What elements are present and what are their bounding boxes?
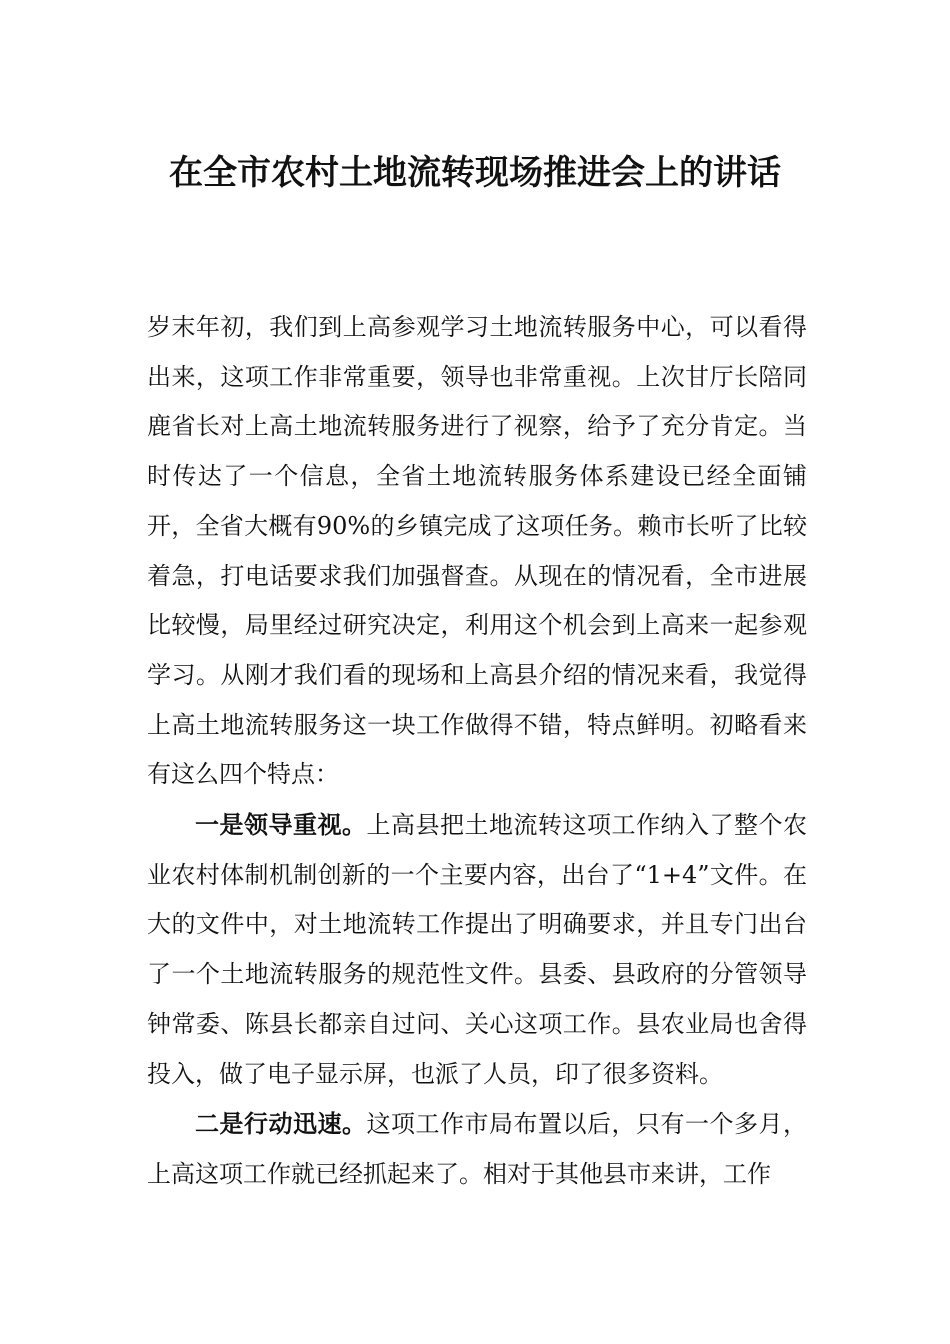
paragraph-intro-text: 岁末年初，我们到上高参观学习土地流转服务中心，可以看得出来，这项工作非常重要，领导也非常重视。上次甘厅长陪同鹿省长对上高土地流转服务进行了视察，给予了充分肯定。当时传达了一个信息，全省土地流转服务体系建设已经全面铺开，全省大概有90%的乡镇完成了这项任务。赖市长听了比较着急，打电话要求我们加强督查。从现在的情况看，全市进展比较慢，局里经过研究决定，利用这个机会到上高来一起参观学习。从刚才我们看的现场和上高县介绍的情况来看，我觉得上高土地流转服务这一块工作做得不错，特点鲜明。初略看来有这么四个特点： bbox=[147, 313, 807, 789]
paragraph-point-1-lead: 一是领导重视。 bbox=[195, 810, 367, 840]
paragraph-point-1 bbox=[147, 800, 807, 1099]
document-body bbox=[147, 303, 807, 1200]
document-title: 在全市农村土地流转现场推进会上的讲话 bbox=[169, 153, 781, 193]
paragraph-intro bbox=[147, 303, 807, 800]
paragraph-point-1-text: 上高县把土地流转这项工作纳入了整个农业农村体制机制创新的一个主要内容，出台了“1+4”文件。在大的文件中，对土地流转工作提出了明确要求，并且专门出台了一个土地流转服务的规范性文件。县委、县政府的分管领导钟常委、陈县长都亲自过问、关心这项工作。县农业局也舍得投入，做了电子显示屏，也派了人员，印了很多资料。 bbox=[147, 811, 807, 1088]
paragraph-point-2 bbox=[147, 1099, 807, 1199]
paragraph-point-2-lead: 二是行动迅速。 bbox=[195, 1109, 367, 1139]
paragraph-point-2-text: 这项工作市局布置以后，只有一个多月，上高这项工作就已经抓起来了。相对于其他县市来讲，工作 bbox=[147, 1110, 807, 1188]
